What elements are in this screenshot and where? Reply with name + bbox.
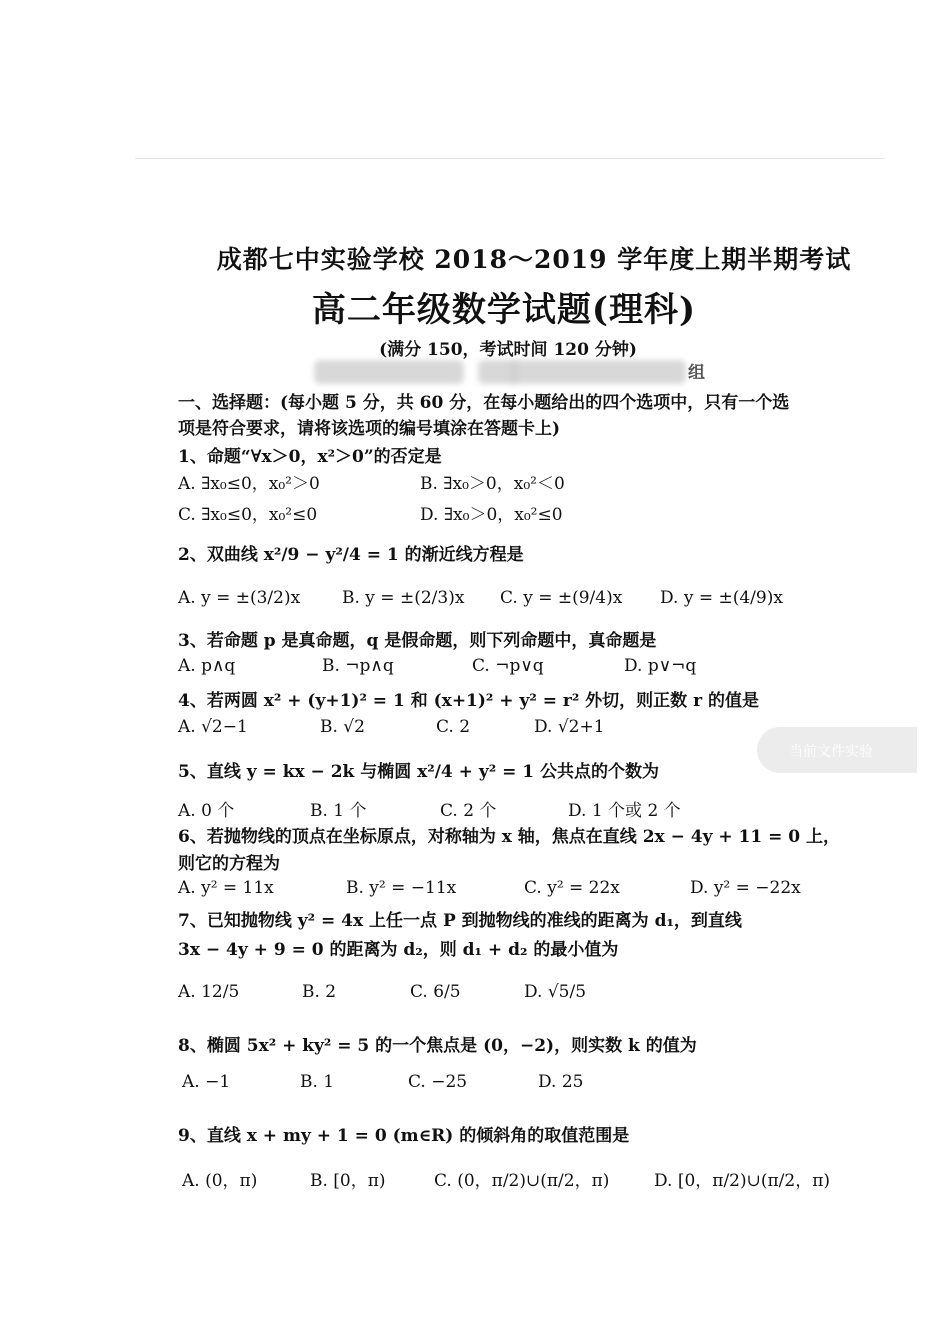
question-3-stem: 3、若命题 p 是真命题，q 是假命题，则下列命题中，真命题是 — [178, 631, 657, 651]
q7-option-d: D. √5/5 — [524, 982, 587, 1002]
question-6-stem-2: 则它的方程为 — [178, 854, 280, 874]
q3-option-b: B. ¬p∧q — [322, 656, 394, 676]
q9-option-d: D. [0，π/2)∪(π/2，π) — [654, 1171, 831, 1191]
question-5-stem: 5、直线 y = kx − 2k 与椭圆 x²/4 + y² = 1 公共点的个数为 — [178, 762, 659, 782]
q2-option-b: B. y = ±(2/3)x — [342, 588, 465, 608]
q1-option-a: A. ∃x₀≤0，x₀²＞0 — [178, 474, 320, 494]
floating-overlay-button[interactable] — [757, 727, 917, 773]
q6-option-a: A. y² = 11x — [178, 878, 274, 898]
q4-option-d: D. √2+1 — [534, 717, 605, 737]
question-6-stem-1: 6、若抛物线的顶点在坐标原点，对称轴为 x 轴，焦点在直线 2x − 4y + 11 = 0 上， — [178, 827, 841, 847]
redacted-block-3 — [510, 360, 686, 384]
q5-option-d: D. 1 个或 2 个 — [568, 801, 681, 821]
exam-subject-title: 高二年级数学试题(理科) — [311, 290, 697, 330]
q9-option-a: A. (0，π) — [182, 1171, 258, 1191]
q2-option-d: D. y = ±(4/9)x — [660, 588, 783, 608]
q2-option-a: A. y = ±(3/2)x — [178, 588, 301, 608]
q4-option-c: C. 2 — [436, 717, 471, 737]
q3-option-c: C. ¬p∨q — [472, 656, 544, 676]
question-4-stem: 4、若两圆 x² + (y+1)² = 1 和 (x+1)² + y² = r² 外切，则正数 r 的值是 — [178, 691, 759, 711]
q7-option-c: C. 6/5 — [410, 982, 461, 1002]
q8-option-d: D. 25 — [538, 1072, 584, 1092]
q5-option-a: A. 0 个 — [178, 801, 235, 821]
q4-option-b: B. √2 — [320, 717, 365, 737]
q1-option-c: C. ∃x₀≤0，x₀²≤0 — [178, 505, 318, 525]
question-8-stem: 8、椭圆 5x² + ky² = 5 的一个焦点是 (0，−2)，则实数 k 的值为 — [178, 1036, 697, 1056]
question-1-stem: 1、命题“∀x＞0，x²＞0”的否定是 — [178, 447, 442, 467]
question-7-stem-2: 3x − 4y + 9 = 0 的距离为 d₂，则 d₁ + d₂ 的最小值为 — [178, 940, 619, 960]
overlay-label: 当前文件实验 — [789, 744, 873, 760]
section-instructions-1: 一、选择题：(每小题 5 分，共 60 分，在每小题给出的四个选项中，只有一个选 — [178, 393, 790, 413]
q1-option-b: B. ∃x₀＞0，x₀²＜0 — [420, 474, 565, 494]
q4-option-a: A. √2−1 — [178, 717, 248, 737]
redacted-block-1 — [314, 360, 464, 384]
q3-option-d: D. p∨¬q — [624, 656, 697, 676]
q2-option-c: C. y = ±(9/4)x — [500, 588, 623, 608]
q8-option-b: B. 1 — [300, 1072, 335, 1092]
q7-option-b: B. 2 — [302, 982, 337, 1002]
redacted-tail-text: 组 — [688, 363, 705, 383]
q3-option-a: A. p∧q — [178, 656, 236, 676]
section-instructions-2: 项是符合要求，请将该选项的编号填涂在答题卡上) — [178, 419, 561, 439]
q6-option-d: D. y² = −22x — [690, 878, 801, 898]
q1-option-d: D. ∃x₀＞0，x₀²≤0 — [420, 505, 563, 525]
school-title: 成都七中实验学校 2018～2019 学年度上期半期考试 — [216, 245, 852, 274]
q8-option-c: C. −25 — [408, 1072, 468, 1092]
q5-option-c: C. 2 个 — [440, 801, 497, 821]
exam-note: (满分 150，考试时间 120 分钟) — [379, 340, 637, 360]
q9-option-c: C. (0，π/2)∪(π/2，π) — [434, 1171, 610, 1191]
q8-option-a: A. −1 — [182, 1072, 231, 1092]
question-9-stem: 9、直线 x + my + 1 = 0 (m∈R) 的倾斜角的取值范围是 — [178, 1126, 630, 1146]
q9-option-b: B. [0，π) — [310, 1171, 386, 1191]
q6-option-c: C. y² = 22x — [524, 878, 620, 898]
q7-option-a: A. 12/5 — [178, 982, 240, 1002]
q6-option-b: B. y² = −11x — [346, 878, 457, 898]
scan-edge — [135, 158, 885, 159]
question-2-stem: 2、双曲线 x²/9 − y²/4 = 1 的渐近线方程是 — [178, 545, 524, 565]
q5-option-b: B. 1 个 — [310, 801, 367, 821]
question-7-stem-1: 7、已知抛物线 y² = 4x 上任一点 P 到抛物线的准线的距离为 d₁，到直线 — [178, 911, 742, 931]
